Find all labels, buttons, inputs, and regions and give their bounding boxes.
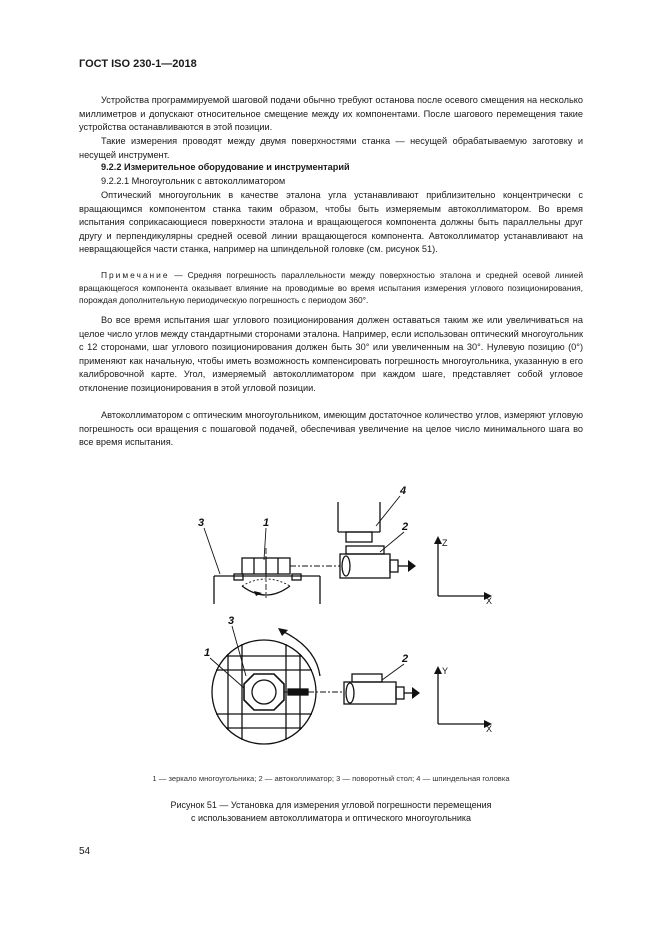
subsection-heading-9-2-2-1: 9.2.2.1 Многоугольник с автоколлиматором (101, 176, 286, 186)
paragraph-autocollimator-measure: Автоколлиматором с оптическим многоугольником, имеющим достаточное количество углов, измеряют угловую погрешность оси вращения с пошаговой подачей, обеспечивая увеличение на целое число минимального шага во все время испытания. (79, 410, 583, 448)
note-paragraph (79, 269, 583, 307)
figure-legend: 1 — зеркало многоугольника; 2 — автоколлиматор; 3 — поворотный стол; 4 — шпиндельная головка (152, 774, 510, 783)
label-3-bottom: 3 (228, 615, 235, 627)
paragraph-optical-polygon: Оптический многоугольник в качестве эталона угла устанавливают приблизительно концентрически с вращающимся компонентом станка таким образом, чтобы быть измеряемым автоколлиматором. Во время испытания соприкасающиеся поверхности эталона и вращающегося компонента должны быть параллельны друг другу и перпендикулярны средней осевой линии вращающегося компонента. Автоколлиматор устанавливают на невращающейся части станка, например на шпиндельной головке (см. рисунок 51). (79, 190, 583, 255)
label-3-top: 3 (198, 517, 205, 529)
caption-line-1: Рисунок 51 — Установка для измерения угловой погрешности перемещения (170, 800, 492, 810)
axis-z-label: Z (442, 538, 448, 548)
label-4-top: 4 (400, 485, 407, 497)
paragraph-stepping-devices: Устройства программируемой шаговой подачи обычно требуют останова после осевого смещения на несколько миллиметров и допускают относительное смещение между их компонентами. После шагового перемещения такие устройства останавливаются в этой позиции. (79, 95, 583, 133)
note-text: — Средняя погрешность параллельности между поверхностью эталона и средней осевой линией вращающегося компонента оказывает влияние на проводимые во время испытания измерения углового позиционирования, порождая дополнительную периодическую погрешность с периодом 360°. (79, 270, 583, 306)
axis-x-top-label: X (486, 596, 493, 606)
caption-line-2: с использованием автоколлиматора и оптического многоугольника (190, 812, 472, 823)
paragraph-positioning-step: Во все время испытания шаг углового позиционирования должен оставаться таким же или увеличиваться на целое число углов между стандартными сторонами эталона. Например, если использован оптический многоугольник с 12 сторонами, шаг углового позиционирования должен быть 30° или увеличенным на 30°. Нулевую позицию (0°) применяют как начальную, чтобы иметь возможность компенсировать погрешность многоугольника, указанную в его калибровочной карте. Угол, измеряемый автоколлиматором при каждом шаге, представляет собой угловое отклонение позиционирования в этой угловой позиции. (79, 315, 583, 393)
label-1-top: 1 (263, 517, 270, 529)
note-label: Примечание (101, 270, 170, 280)
label-2-bottom: 2 (402, 653, 409, 665)
axis-y-label: Y (442, 666, 449, 676)
axis-x-bottom-label: X (486, 724, 493, 734)
paragraph-measurement-surfaces: Такие измерения проводят между двумя поверхностями станка — несущей обрабатываемую заготовку и несущей инструмент. (79, 136, 583, 160)
label-2-top: 2 (402, 521, 409, 533)
label-1-bottom: 1 (204, 647, 211, 659)
section-heading-9-2-2: 9.2.2 Измерительное оборудование и инструментарий (101, 162, 350, 172)
page-number: 54 (79, 846, 91, 857)
figure-caption (79, 799, 583, 824)
figure-51-diagram (180, 480, 510, 750)
document-code-header: ГОСТ ISO 230-1—2018 (79, 58, 197, 70)
